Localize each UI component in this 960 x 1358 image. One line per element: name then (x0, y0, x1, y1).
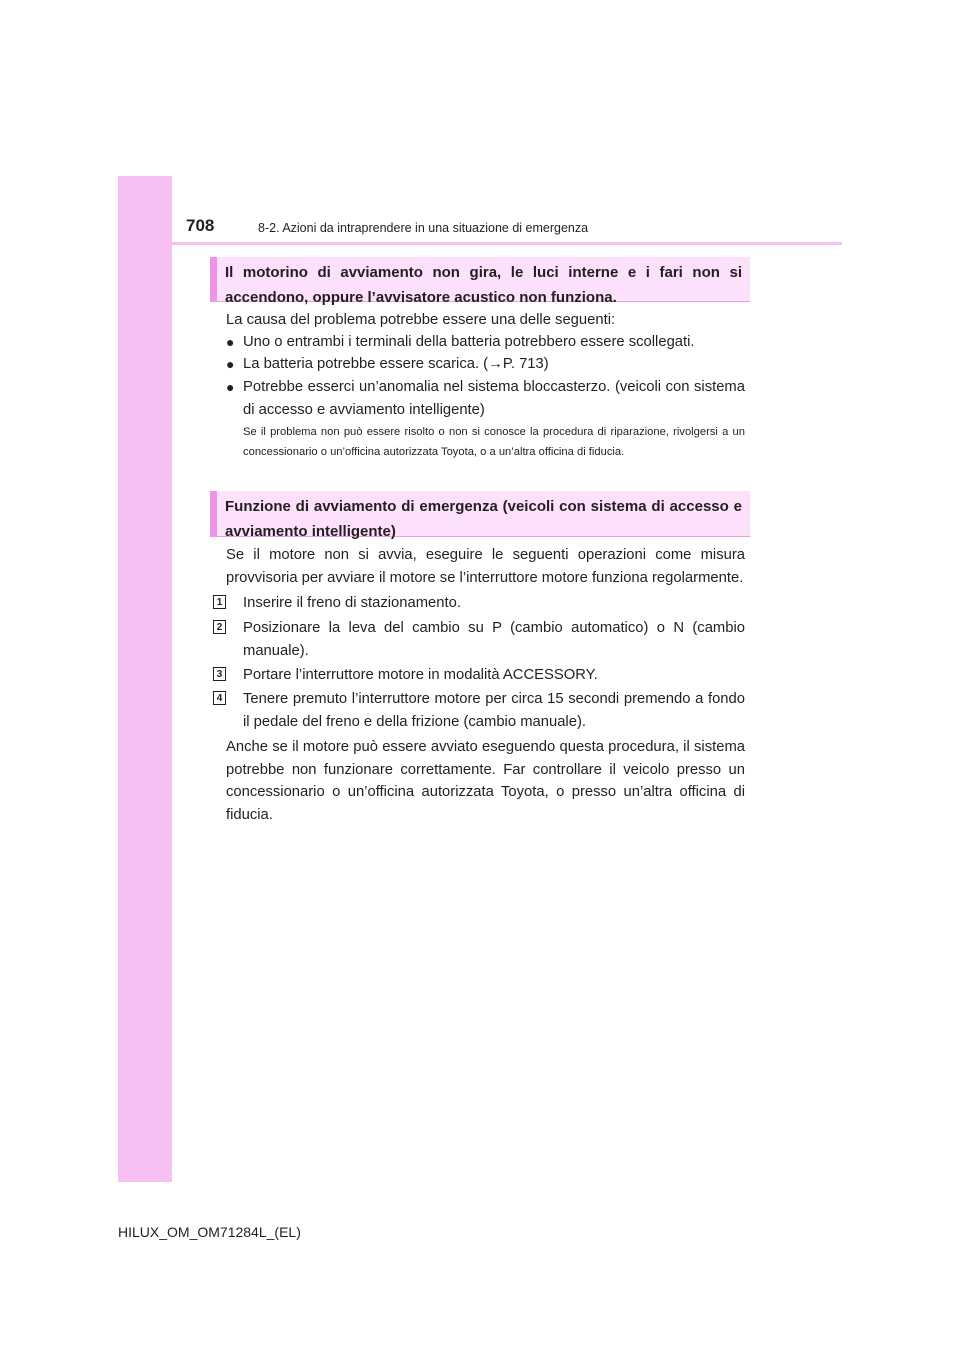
step-number-badge: 4 (213, 691, 226, 705)
document-code: HILUX_OM_OM71284L_(EL) (118, 1224, 301, 1240)
step-number-badge: 3 (213, 667, 226, 681)
step-item (213, 617, 745, 662)
section-title: 8-2. Azioni da intraprendere in una situazione di emergenza (258, 221, 589, 235)
section2-intro: Se il motore non si avvia, eseguire le seguenti operazioni come misura provvisoria per avviare il motore se l’interruttore motore funziona regolarmente. (226, 547, 745, 586)
step-text: Posizionare la leva del cambio su P (cambio automatico) o N (cambio manuale). (243, 620, 745, 659)
bullet-dot-icon: ● (226, 356, 235, 372)
step-text: Inserire il freno di stazionamento. (243, 595, 461, 611)
heading-starter-not-turning: Il motorino di avviamento non gira, le luci interne e i fari non si accendono, oppure l’avvisatore acustico non funziona. (210, 257, 750, 302)
section1-note: Se il problema non può essere risolto o non si conosce la procedura di riparazione, rivolgersi a un concessionario o un’officina autorizzata Toyota, o a un’altra officina di fiducia. (243, 426, 745, 458)
section2-closing: Anche se il motore può essere avviato eseguendo questa procedura, il sistema potrebbe non funzionare correttamente. Far controllare il veicolo presso un concessionario o un’officina autorizzata Toyota, o presso un’altra officina di fiducia. (226, 739, 745, 823)
bullet-dot-icon: ● (226, 334, 235, 350)
step-number-badge: 1 (213, 595, 226, 609)
side-margin-bar (118, 176, 172, 1182)
section1-intro: La causa del problema potrebbe essere una delle seguenti: (226, 312, 616, 328)
step-text: Tenere premuto l’interruttore motore per circa 15 secondi premendo a fondo il pedale del freno e della frizione (cambio manuale). (243, 691, 745, 730)
bullet-text: Uno o entrambi i terminali della batteria potrebbero essere scollegati. (243, 334, 695, 350)
heading-emergency-start: Funzione di avviamento di emergenza (veicoli con sistema di accesso e avviamento intelligente) (210, 491, 750, 537)
bullet-dot-icon: ● (226, 379, 235, 395)
bullet-item (226, 331, 745, 354)
bullet-text: Potrebbe esserci un’anomalia nel sistema bloccasterzo. (veicoli con sistema di accesso e avviamento intelligente) (243, 379, 745, 418)
step-item (213, 688, 745, 733)
bullet-text: La batteria potrebbe essere scarica. (→P. 713) (243, 356, 549, 372)
step-item (213, 664, 745, 687)
bullet-item (226, 353, 745, 376)
header-rule (118, 242, 842, 245)
step-number-badge: 2 (213, 620, 226, 634)
bullet-item (226, 376, 745, 421)
step-text: Portare l’interruttore motore in modalità ACCESSORY. (243, 667, 598, 683)
step-item (213, 592, 745, 615)
page-number: 708 (186, 216, 215, 235)
